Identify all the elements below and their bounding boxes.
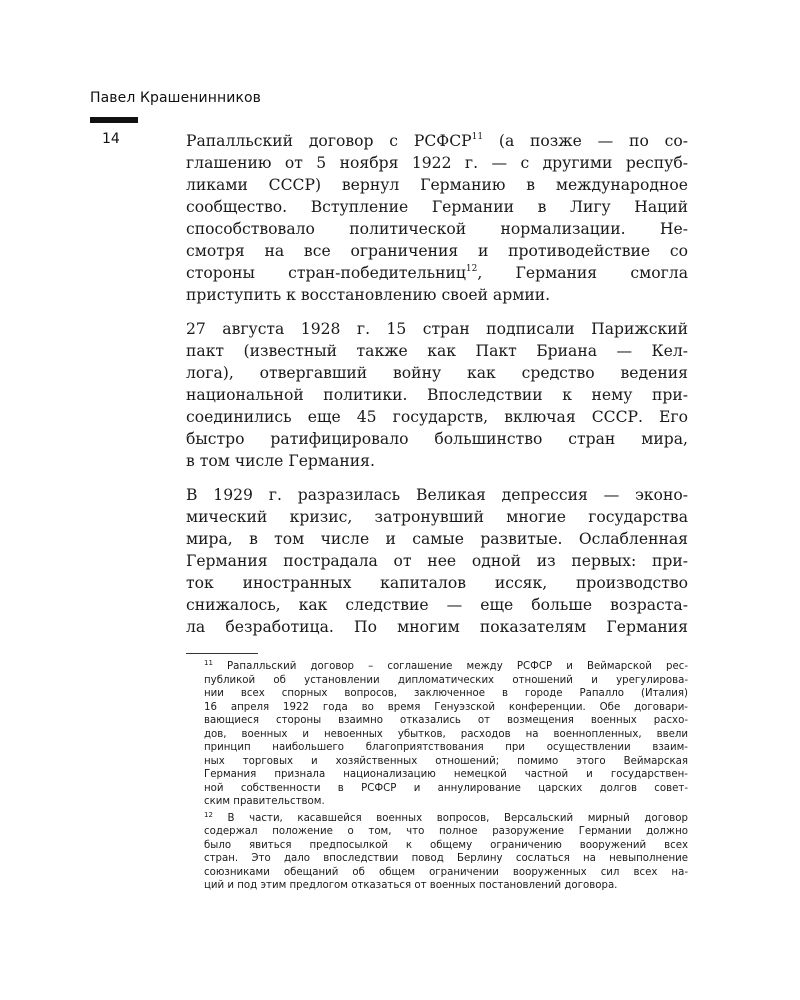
- text-run: Рапалльский договор с РСФСР: [186, 132, 472, 150]
- text-run: приступить к восстановлению своей армии.: [186, 286, 551, 304]
- paragraph: [186, 484, 688, 638]
- text-run: способствовало политической нормализации. Не-: [186, 220, 688, 238]
- text-line: [204, 879, 688, 893]
- text-line: [204, 701, 688, 715]
- text-line: [186, 428, 688, 450]
- text-run: стороны стран-победительниц: [186, 264, 466, 282]
- paragraph: [186, 318, 688, 472]
- text-run: ток иностранных капиталов иссяк, производство: [186, 574, 688, 592]
- text-line: [204, 839, 688, 853]
- main-text: [186, 130, 688, 638]
- footnotes: [204, 660, 688, 896]
- text-run: ликами СССР) вернул Германию в международное: [186, 176, 688, 194]
- text-run: принцип наибольшего благоприятствования при осуществлении взаим-: [204, 742, 688, 753]
- text-line: [204, 782, 688, 796]
- text-line: [186, 528, 688, 550]
- paragraph: [186, 130, 688, 306]
- footnote-ref: 11: [204, 659, 213, 667]
- text-line: [186, 406, 688, 428]
- text-line: [204, 687, 688, 701]
- footnote-separator: [186, 653, 258, 654]
- text-line: [186, 318, 688, 340]
- text-line: [186, 152, 688, 174]
- text-run: стран. Это дало впоследствии повод Берлину сослаться на невыполнение: [204, 853, 688, 864]
- text-run: дов, военных и невоенных убытков, расходов на военнопленных, ввели: [204, 728, 688, 740]
- header-rule: [90, 117, 138, 123]
- text-run: ским правительством.: [204, 796, 325, 807]
- text-run: (а позже — по со-: [483, 132, 688, 150]
- text-line: [186, 240, 688, 262]
- text-line: [204, 812, 688, 826]
- text-line: [204, 714, 688, 728]
- text-line: [204, 852, 688, 866]
- text-run: ных торговых и хозяйственных отношений; помимо этого Веймарская: [204, 755, 688, 767]
- text-line: [186, 550, 688, 572]
- page-number: 14: [102, 131, 120, 147]
- text-run: Рапалльский договор – соглашение между РСФСР и Веймарской рес-: [212, 661, 688, 672]
- text-run: в том числе Германия.: [186, 452, 375, 470]
- text-line: [186, 340, 688, 362]
- text-run: , Германия смогла: [477, 264, 688, 282]
- text-run: сообщество. Вступление Германии в Лигу Наций: [186, 198, 688, 216]
- footnote-ref: 11: [471, 132, 484, 142]
- footnote-ref: 12: [465, 264, 478, 274]
- text-line: [186, 284, 688, 306]
- text-line: [186, 218, 688, 240]
- text-line: [186, 616, 688, 638]
- text-run: быстро ратифицировало большинство стран мира,: [186, 430, 688, 448]
- text-line: [204, 755, 688, 769]
- text-run: соединились еще 45 государств, включая СССР. Его: [186, 408, 688, 426]
- text-line: [186, 450, 688, 472]
- text-run: лога), отвергавший войну как средство ведения: [186, 364, 688, 382]
- text-run: В части, касавшейся военных вопросов, Версальский мирный договор: [212, 812, 688, 824]
- text-line: [204, 768, 688, 782]
- text-line: [204, 674, 688, 688]
- text-line: [204, 728, 688, 742]
- text-line: [186, 594, 688, 616]
- text-run: Германия пострадала от нее одной из первых: при-: [186, 552, 688, 570]
- text-line: [204, 866, 688, 880]
- text-run: снижалось, как следствие — еще больше возраста-: [186, 596, 688, 614]
- text-run: публикой об установлении дипломатических отношений и урегулирова-: [204, 674, 688, 686]
- text-run: содержал положение о том, что полное разоружение Германии должно: [204, 826, 688, 837]
- text-run: В 1929 г. разразилась Великая депрессия — эконо-: [186, 486, 688, 504]
- text-run: союзниками обещаний об общем ограничении вооруженных сил всех на-: [204, 866, 688, 878]
- text-run: вающиеся стороны взаимно отказались от возмещения военных расхо-: [204, 715, 688, 726]
- text-line: [186, 362, 688, 384]
- text-run: ций и под этим предлогом отказаться от военных постановлений договора.: [204, 880, 618, 891]
- text-line: [186, 572, 688, 594]
- text-line: [204, 741, 688, 755]
- text-run: Германия признала национализацию немецкой частной и государствен-: [204, 769, 688, 780]
- text-line: [204, 795, 688, 809]
- text-run: 16 апреля 1922 года во время Генуэзской конференции. Обе договари-: [204, 701, 688, 713]
- text-run: глашению от 5 ноября 1922 г. — с другими респуб-: [186, 154, 688, 172]
- text-line: [186, 384, 688, 406]
- text-line: [204, 660, 688, 674]
- text-run: мический кризис, затронувший многие государства: [186, 508, 688, 526]
- footnote-ref: 12: [204, 810, 213, 819]
- text-run: ла безработица. По многим показателям Германия: [186, 618, 688, 636]
- text-run: мира, в том числе и самые развитые. Ослабленная: [186, 530, 688, 548]
- text-run: было явиться предпосылкой к общему ограничению вооружений всех: [204, 839, 688, 851]
- text-line: [204, 825, 688, 839]
- text-run: национальной политики. Впоследствии к нему при-: [186, 386, 688, 404]
- text-run: смотря на все ограничения и противодействие со: [186, 242, 688, 260]
- text-run: пакт (известный также как Пакт Бриана — Кел-: [186, 342, 688, 360]
- text-line: [186, 130, 688, 152]
- text-run: ной собственности в РСФСР и аннулирование царских долгов совет-: [204, 782, 688, 794]
- text-line: [186, 196, 688, 218]
- text-line: [186, 484, 688, 506]
- running-header-author: Павел Крашенинников: [90, 90, 262, 106]
- footnote: [204, 812, 688, 893]
- text-line: [186, 262, 688, 284]
- text-run: 27 августа 1928 г. 15 стран подписали Парижский: [186, 320, 688, 338]
- text-line: [186, 174, 688, 196]
- text-line: [186, 506, 688, 528]
- text-run: нии всех спорных вопросов, заключенное в городе Рапалло (Италия): [204, 688, 688, 699]
- footnote: [204, 660, 688, 809]
